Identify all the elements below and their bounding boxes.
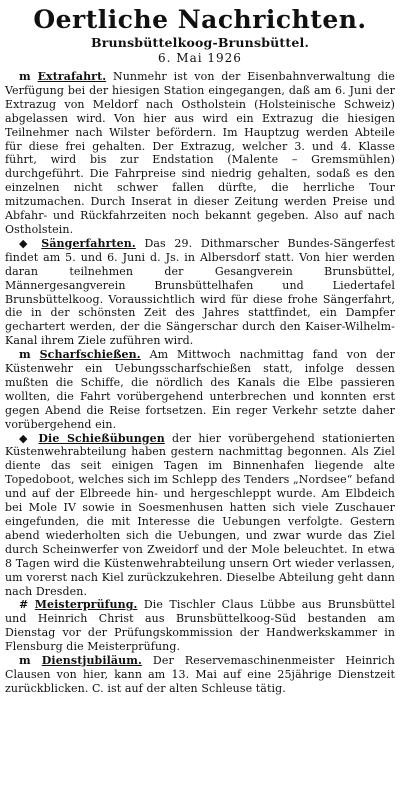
article-keyword: Meisterprüfung.: [34, 598, 138, 612]
article-extrafahrt: [5, 70, 395, 237]
article-body: Der Reservemaschinenmeister Heinrich Clausen von hier, kann am 13. Mai auf eine 25jährige Dienstzeit zurückblicken. C. ist auf der alten Schleuse tätig.: [5, 654, 395, 695]
article-body: Die Tischler Claus Lübbe aus Brunsbüttel und Heinrich Christ aus Brunsbüttelkoog-Süd bestanden am Dienstag vor der Prüfungskommission der Handwerkskammer in Flensburg die Meisterprüfung.: [5, 598, 395, 654]
article-saengerfahrten: [5, 237, 395, 348]
article-body: Am Mittwoch nachmittag fand von der Küstenwehr ein Uebungsscharfschießen statt, infolge dessen mußten die Schiffe, die nördlich des Kanals die Elbe passieren wollten, die Fahrt vorübergehend unterbrechen und konnten erst gegen Abend die Reise fortsetzen. Ein reger Verkehr setzte daher vorübergehend ein.: [5, 348, 395, 431]
article-marker: m: [19, 348, 31, 362]
article-dienstjubilaeum: [5, 654, 395, 696]
article-keyword: Extrafahrt.: [37, 70, 107, 83]
article-marker: m: [19, 654, 31, 668]
article-keyword: Dienstjubiläum.: [41, 654, 142, 668]
article-marker: #: [19, 598, 29, 612]
article-body: der hier vorübergehend stationierten Küstenwehrabteilung haben gestern nachmittag begonnen. Als Ziel diente das seit einigen Tagen im Binnenhafen liegende alte Topedoboot, welches sich im Schlepp des Tenders „Nordsee“ befand und auf der Elbreede hin- und hergeschleppt wurde. Am Elbdeich bei Mole IV sowie in Soesmenhusen hatten sich viele Zuschauer eingefunden, die mit Interesse die Uebungen verfolgte. Gestern abend wiederholten sich die Uebungen, und zwar wurde das Ziel durch Scheinwerfer von Zweidorf und der Mole beleuchtet. In etwa 8 Tagen wird die Küstenwehrabteilung unsern Ort wieder verlassen, um vorerst nach Kiel zurückzukehren. Dieselbe Abteilung geht dann nach Dresden.: [5, 431, 395, 598]
article-keyword: Sängerfahrten.: [41, 236, 136, 250]
article-keyword: Scharfschießen.: [39, 348, 141, 362]
article-marker: ◆: [19, 431, 32, 445]
article-schiessuebungen: [5, 432, 395, 599]
article-keyword: Die Schießübungen: [38, 431, 165, 445]
masthead-title: Oertliche Nachrichten.: [33, 5, 367, 34]
article-body: Nunmehr ist von der Eisenbahnverwaltung die Verfügung bei der hiesigen Station eingegangen, daß am 6. Juni der Extrazug von Meldorf nach Ostholstein (Holsteinische Schweiz) abgelassen wird. Von hier aus wird ein Extrazug die hiesigen Teilnehmer nach Wilster befördern. Im Hauptzug werden Abteile für diese frei gehalten. Der Extrazug, welcher 3. und 4. Klasse führt, wird bis zur Endstation (Malente – Gremsmühlen) durchgeführt. Die Fahrpreise sind niedrig gehalten, sodaß es den einzelnen nicht schwer fallen dürfte, die herrliche Tour mitzumachen. Durch Inserat in dieser Zeitung werden Preise und Abfahr- und Rückfahrzeiten noch bekannt gegeben. Also auf nach Ostholstein.: [5, 70, 396, 236]
article-body: Das 29. Dithmarscher Bundes-Sängerfest findet am 5. und 6. Juni d. Js. in Albersdorf statt. Von hier werden daran teilnehmen der Gesangverein Brunsbüttel, Männergesangverein Brunsbüttelhafen und Liedertafel Brunsbüttelkoog. Voraussichtlich wird für diese frohe Sängerfahrt, die in der schönsten Zeit des Jahres stattfindet, ein Dampfer gechartert werden, der die Sängerschar durch den Kaiser-Wilhelm-Kanal ihrem Ziele zuführen wird.: [5, 236, 395, 348]
dateline: 6. Mai 1926: [158, 51, 242, 65]
masthead-subtitle: Brunsbüttelkoog-Brunsbüttel.: [90, 35, 310, 50]
article-marker: m: [19, 70, 31, 83]
article-meisterpruefung: [5, 598, 395, 654]
article-scharfschiessen: [5, 348, 395, 431]
article-marker: ◆: [19, 236, 33, 250]
